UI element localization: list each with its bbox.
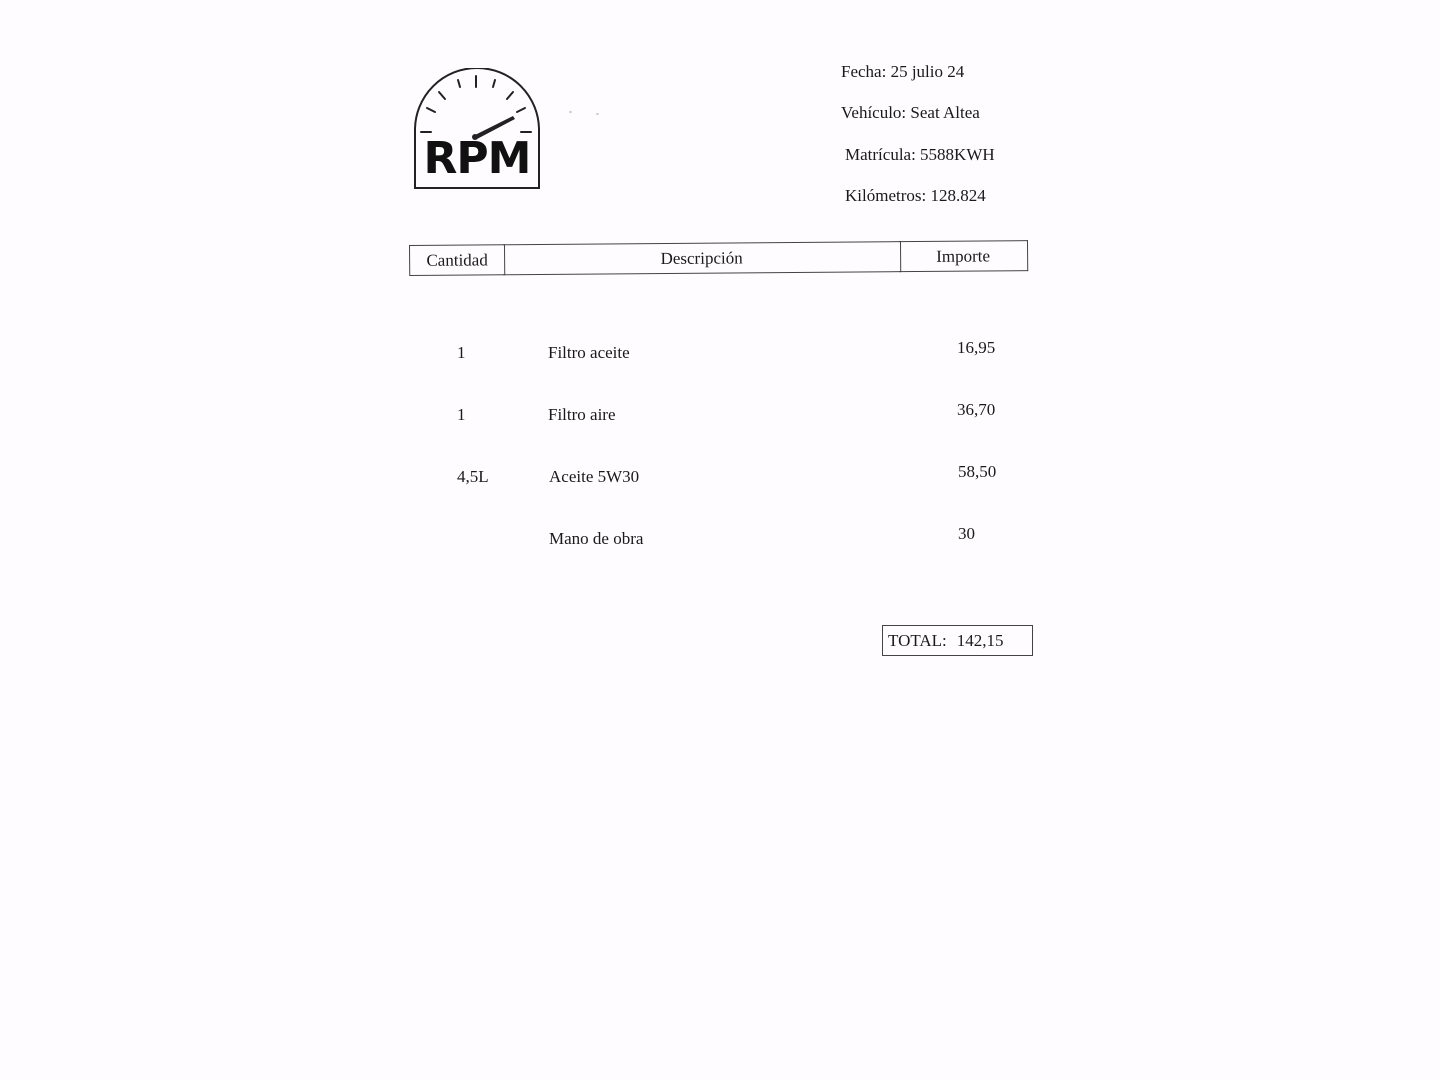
info-fecha: Fecha: 25 julio 24 bbox=[841, 62, 965, 81]
header-cantidad: Cantidad bbox=[409, 244, 505, 276]
row-2-cantidad: 1 bbox=[457, 405, 466, 424]
row-2-importe: 36,70 bbox=[957, 400, 996, 419]
row-4-descripcion: Mano de obra bbox=[549, 529, 644, 548]
info-vehiculo: Vehículo: Seat Altea bbox=[841, 103, 980, 122]
info-kilometros: Kilómetros: 128.824 bbox=[845, 186, 986, 205]
row-1-descripcion: Filtro aceite bbox=[548, 343, 630, 362]
row-2-descripcion: Filtro aire bbox=[548, 405, 616, 424]
row-4-importe: 30 bbox=[958, 524, 975, 543]
row-3-importe: 58,50 bbox=[958, 462, 997, 481]
header-importe: Importe bbox=[899, 240, 1028, 272]
info-matricula: Matrícula: 5588KWH bbox=[845, 145, 995, 164]
header-descripcion: Descripción bbox=[503, 241, 901, 275]
row-3-cantidad: 4,5L bbox=[457, 467, 489, 486]
total-value: 142,15 bbox=[956, 631, 1004, 650]
scan-speck bbox=[596, 113, 599, 115]
logo-text: RPM bbox=[423, 133, 531, 184]
rpm-logo bbox=[413, 68, 541, 190]
table-header bbox=[409, 240, 1030, 280]
total-box bbox=[882, 625, 1033, 656]
row-1-importe: 16,95 bbox=[957, 338, 996, 357]
row-3-descripcion: Aceite 5W30 bbox=[549, 467, 640, 486]
scan-speck bbox=[569, 111, 572, 113]
total-label: TOTAL: bbox=[888, 631, 947, 650]
row-1-cantidad: 1 bbox=[457, 343, 466, 362]
